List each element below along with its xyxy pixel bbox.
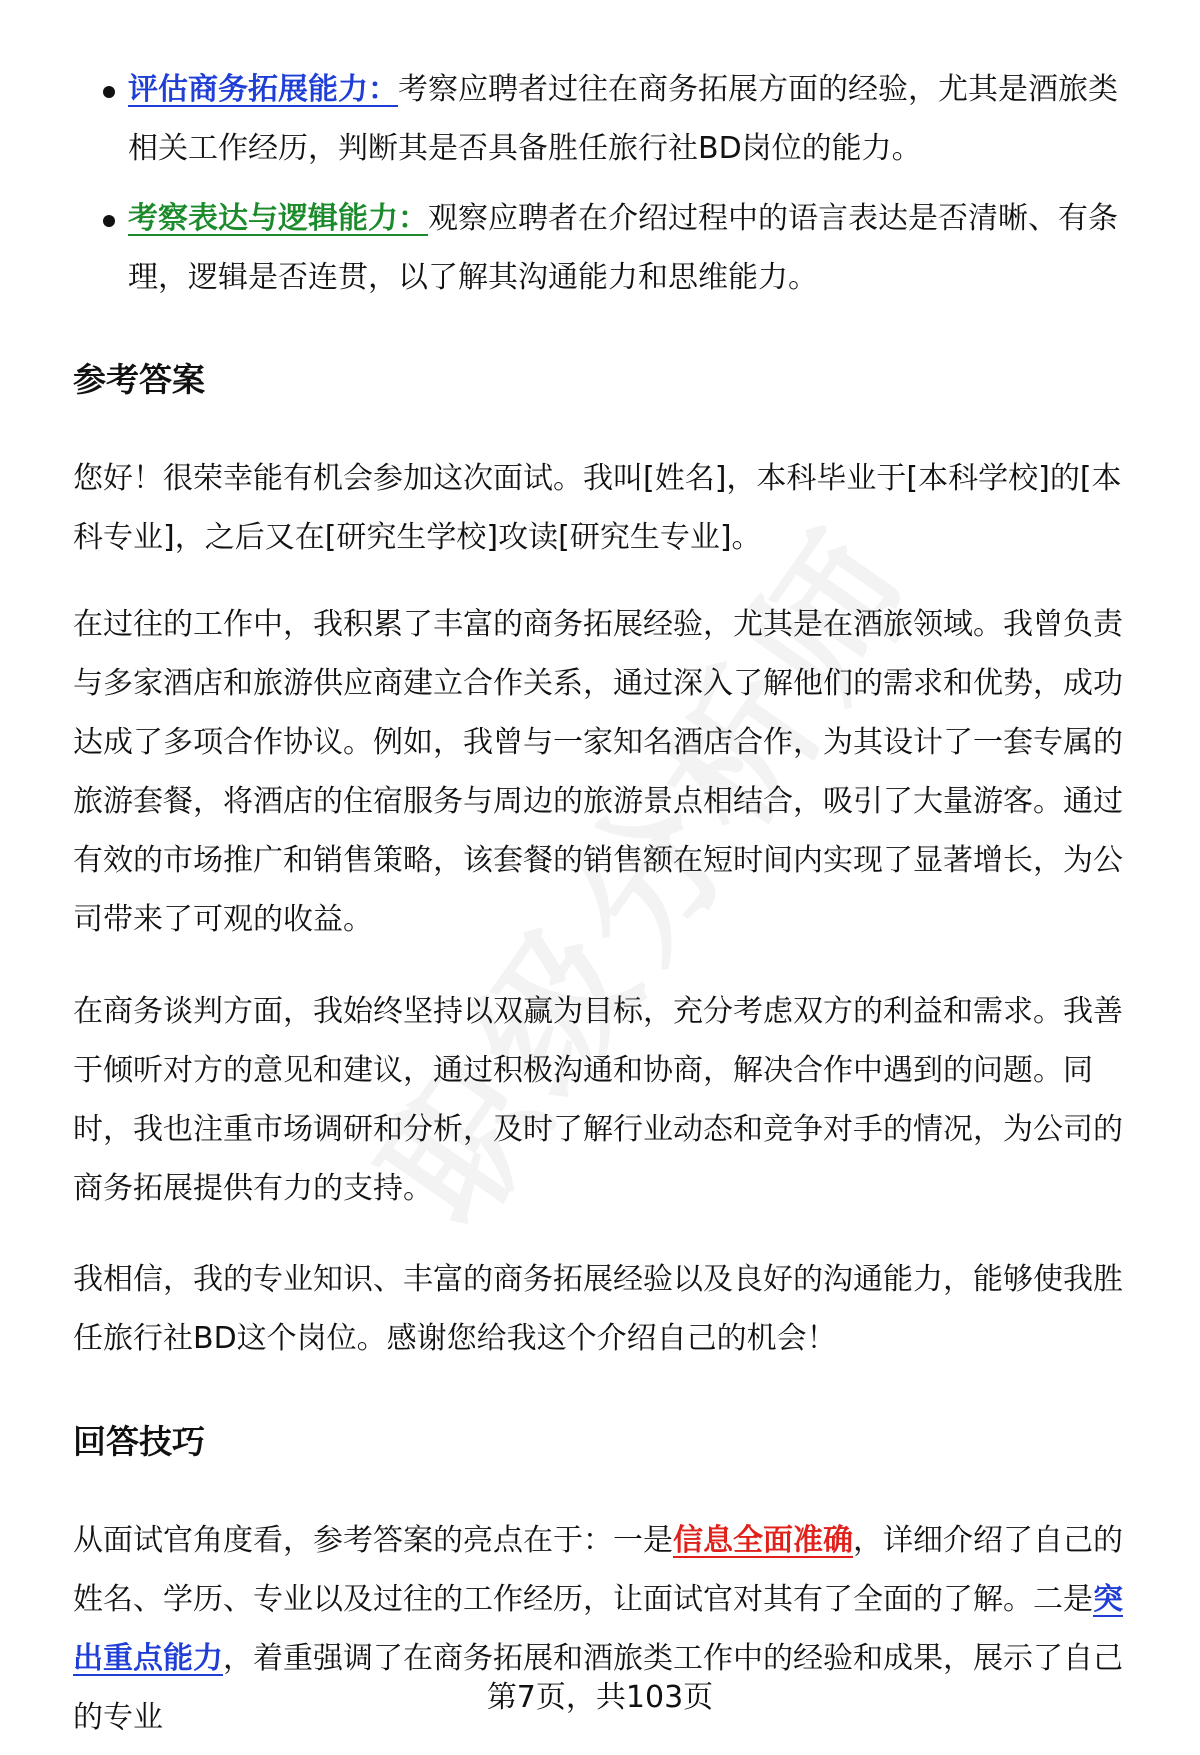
section-heading-tips: 回答技巧 <box>73 1422 205 1461</box>
tips-middle: ，详细介绍了自己的姓名、学历、专业以及过往的工作经历，让面试官对其有了全面的了解。二是 <box>73 1523 1123 1617</box>
section-heading-answer: 参考答案 <box>73 360 205 399</box>
criteria-keyword: 评估商务拓展能力： <box>128 72 398 107</box>
answer-paragraph: 您好！很荣幸能有机会参加这次面试。我叫[姓名]，本科毕业于[本科学校]的[本科专业]，之后又在[研究生学校]攻读[研究生专业]。 <box>73 461 1122 555</box>
list-item <box>128 189 1138 307</box>
answer-paragraph: 在过往的工作中，我积累了丰富的商务拓展经验，尤其是在酒旅领域。我曾负责与多家酒店和旅游供应商建立合作关系，通过深入了解他们的需求和优势，成功达成了多项合作协议。例如，我曾与一家知名酒店合作，为其设计了一套专属的旅游套餐，将酒店的住宿服务与周边的旅游景点相结合，吸引了大量游客。通过有效的市场推广和销售策略，该套餐的销售额在短时间内实现了显著增长，为公司带来了可观的收益。 <box>73 607 1123 937</box>
bullet-dot-icon <box>103 86 115 98</box>
answer-paragraph: 在商务谈判方面，我始终坚持以双赢为目标，充分考虑双方的利益和需求。我善于倾听对方的意见和建议，通过积极沟通和协商，解决合作中遇到的问题。同时，我也注重市场调研和分析，及时了解行业动态和竞争对手的情况，为公司的商务拓展提供有力的支持。 <box>73 994 1123 1206</box>
answer-paragraph: 我相信，我的专业知识、丰富的商务拓展经验以及良好的沟通能力，能够使我胜任旅行社BD这个岗位。感谢您给我这个介绍自己的机会！ <box>73 1262 1123 1356</box>
tips-highlight-2: 突出重点能力 <box>73 1582 1123 1676</box>
page-number: 第7页，共103页 <box>486 1680 714 1715</box>
bullet-dot-icon <box>103 215 115 227</box>
tips-intro: 从面试官角度看，参考答案的亮点在于：一是 <box>73 1523 673 1558</box>
criteria-keyword: 考察表达与逻辑能力： <box>128 201 428 236</box>
list-item <box>128 60 1138 178</box>
tips-tail: ，着重强调了在商务拓展和酒旅类工作中的经验和成果，展示了自己的专业 <box>73 1641 1123 1735</box>
criteria-text: 观察应聘者在介绍过程中的语言表达是否清晰、有条理，逻辑是否连贯，以了解其沟通能力和思维能力。 <box>128 201 1118 295</box>
criteria-text: 考察应聘者过往在商务拓展方面的经验，尤其是酒旅类相关工作经历，判断其是否具备胜任旅行社BD岗位的能力。 <box>128 72 1118 166</box>
tips-highlight-1: 信息全面准确 <box>673 1523 853 1558</box>
